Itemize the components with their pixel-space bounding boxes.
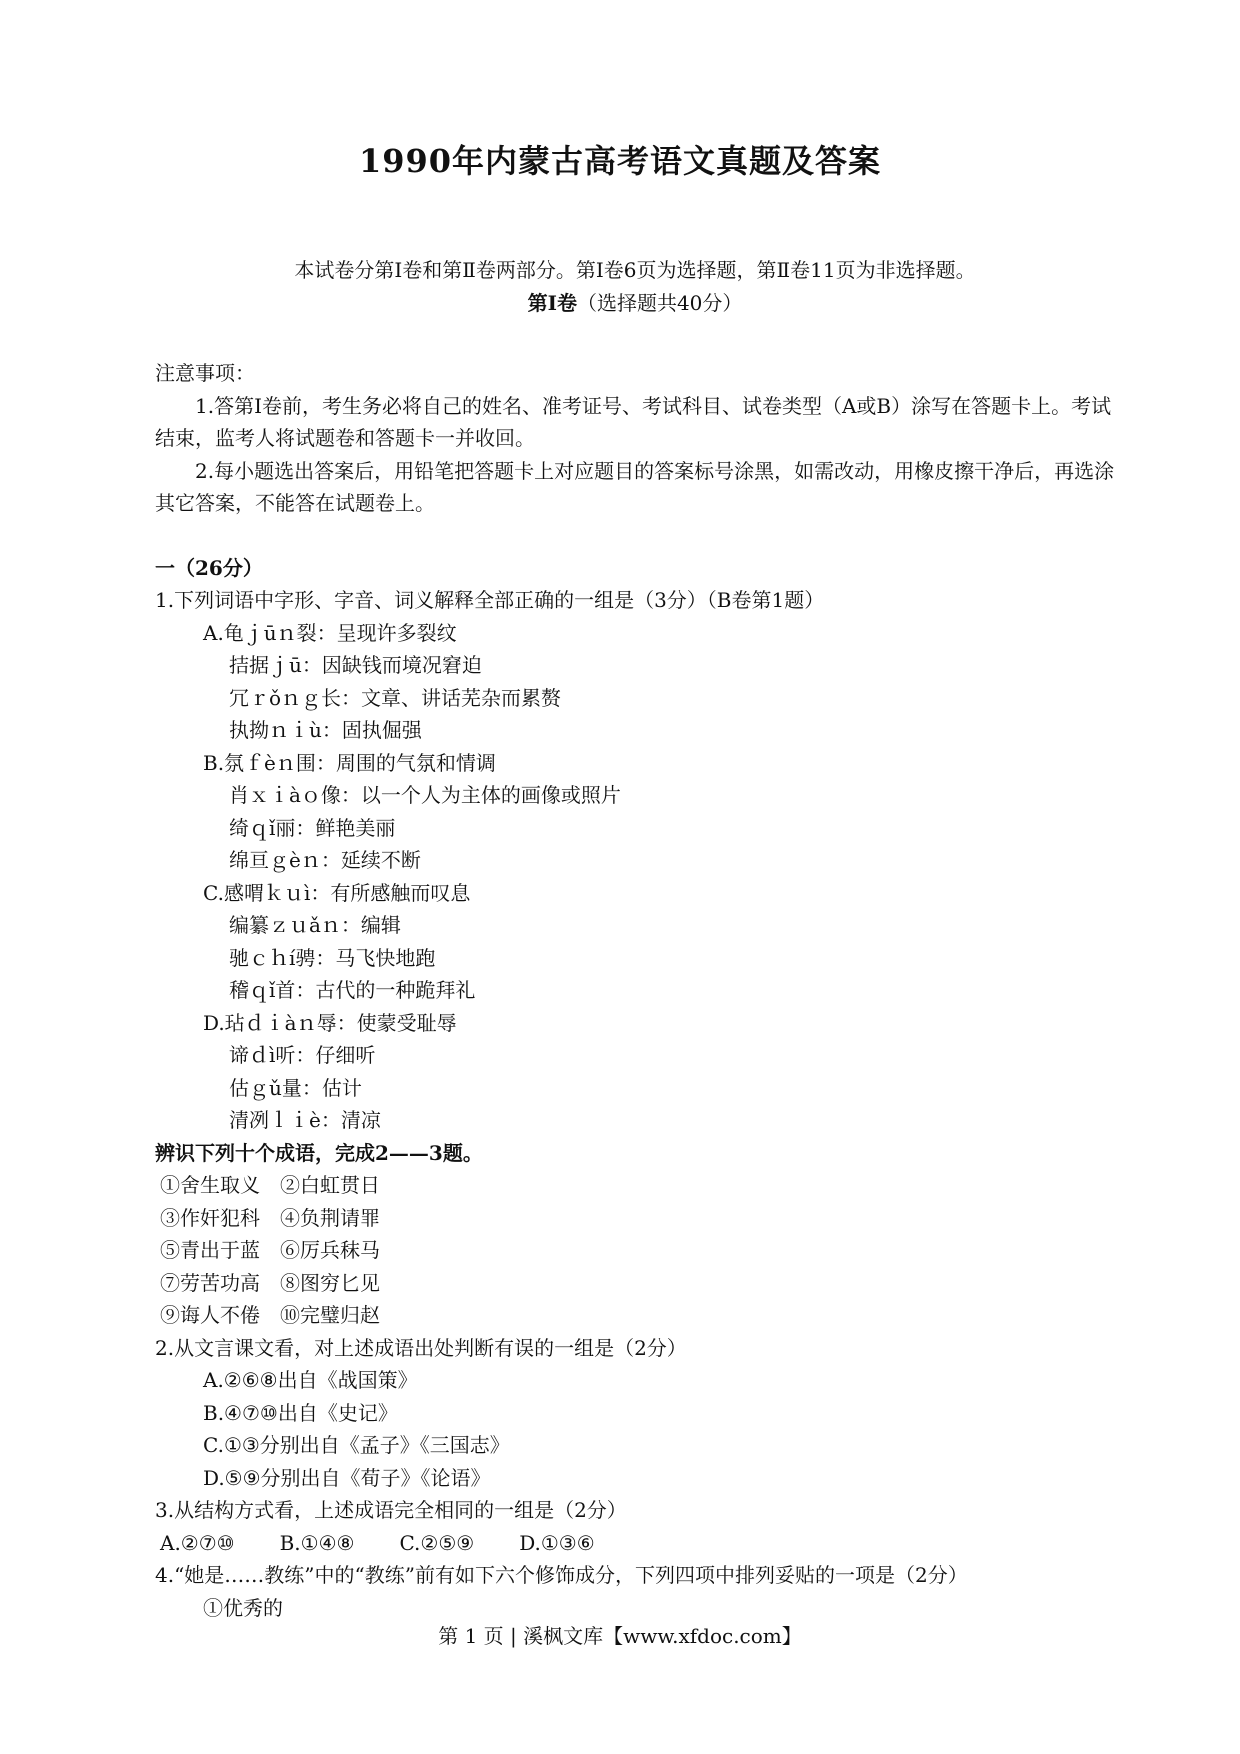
question-stem: 3.从结构方式看，上述成语完全相同的一组是（2分） xyxy=(155,1498,627,1522)
idioms-heading: 辨识下列十个成语，完成2——3题。 xyxy=(155,1140,483,1165)
document-title: 1990年内蒙古高考语文真题及答案 xyxy=(358,142,882,180)
option-label: D.玷ｄｉàｎ辱：使蒙受耻辱 xyxy=(203,1010,457,1035)
idiom-row: ⑦劳苦功高 ⑧图穷匕见 xyxy=(160,1270,380,1295)
document-body xyxy=(155,254,1115,1624)
option-d: D.①③⑥ xyxy=(519,1530,595,1555)
notice-heading: 注意事项： xyxy=(155,361,255,385)
option-line: 编纂ｚｕǎｎ：编辑 xyxy=(229,913,401,937)
option-label: B.氛ｆèｎ围：周围的气氛和情调 xyxy=(203,750,496,775)
volume-title: 第Ⅰ卷 xyxy=(527,290,577,315)
option-line: 冗ｒǒｎｇ长：文章、讲话芜杂而累赘 xyxy=(229,685,562,710)
volume-note: （选择题共40分） xyxy=(576,290,743,315)
option-row xyxy=(155,1527,1115,1560)
idiom-row: ⑤青出于蓝 ⑥厉兵秣马 xyxy=(160,1238,380,1262)
option-line: 清冽ｌｉè：清凉 xyxy=(229,1108,381,1132)
page-footer: 第 1 页 | 溪枫文库【www.xfdoc.com】 xyxy=(438,1624,802,1648)
option-a: A.②⑦⑩ xyxy=(160,1530,235,1555)
question-stem: 2.从文言课文看，对上述成语出处判断有误的一组是（2分） xyxy=(155,1335,687,1360)
option-line: 绮ｑǐ丽：鲜艳美丽 xyxy=(229,815,396,840)
idiom-row: ①舍生取义 ②白虹贯日 xyxy=(160,1173,380,1197)
notice-item: 2.每小题选出答案后，用铅笔把答题卡上对应题目的答案标号涂黑，如需改动，用橡皮擦干净后，再选涂其它答案，不能答在试题卷上。 xyxy=(155,458,1115,515)
option-line: 稽ｑǐ首：古代的一种跪拜礼 xyxy=(229,978,476,1002)
option-line: 肖ｘｉàｏ像：以一个人为主体的画像或照片 xyxy=(229,783,621,807)
intro-text: 本试卷分第Ⅰ卷和第Ⅱ卷两部分。第Ⅰ卷6页为选择题，第Ⅱ卷11页为非选择题。 xyxy=(294,258,976,282)
option-line: C.①③分别出自《孟子》《三国志》 xyxy=(203,1433,510,1457)
option-line: 谛ｄì听：仔细听 xyxy=(229,1043,376,1067)
option-label: A.龟ｊūｎ裂：呈现许多裂纹 xyxy=(203,620,457,645)
option-line: 拮据ｊū：因缺钱而境况窘迫 xyxy=(229,653,482,677)
option-line: 驰ｃｈí骋：马飞快地跑 xyxy=(229,945,436,970)
option-line: B.④⑦⑩出自《史记》 xyxy=(203,1400,398,1425)
option-b: B.①④⑧ xyxy=(279,1530,355,1555)
option-line: A.②⑥⑧出自《战国策》 xyxy=(203,1368,418,1392)
notice-item: 1.答第Ⅰ卷前，考生务必将自己的姓名、准考证号、考试科目、试卷类型（A或B）涂写在答题卡上。考试结束，监考人将试题卷和答题卡一并收回。 xyxy=(155,393,1112,450)
idiom-row: ⑨诲人不倦 ⑩完璧归赵 xyxy=(160,1303,380,1327)
option-label: C.感喟ｋｕì：有所感触而叹息 xyxy=(203,880,471,905)
option-line: 执拗ｎｉù：固执倔强 xyxy=(229,718,422,742)
option-c: C.②⑤⑨ xyxy=(399,1530,475,1555)
option-line: 估ｇǔ量：估计 xyxy=(229,1075,362,1100)
option-line: D.⑤⑨分别出自《荀子》《论语》 xyxy=(203,1465,491,1490)
volume-heading xyxy=(155,287,1115,320)
question-stem: 4.“她是……教练”中的“教练”前有如下六个修饰成分，下列四项中排列妥贴的一项是（2分） xyxy=(155,1563,968,1587)
option-line: 绵亘ｇèｎ：延续不断 xyxy=(229,848,421,872)
question-stem: 1.下列词语中字形、字音、词义解释全部正确的一组是（3分）（B卷第1题） xyxy=(155,588,825,612)
idiom-row: ③作奸犯科 ④负荆请罪 xyxy=(160,1205,380,1230)
section-heading: 一（26分） xyxy=(155,555,263,580)
option-line: ①优秀的 xyxy=(203,1595,283,1620)
